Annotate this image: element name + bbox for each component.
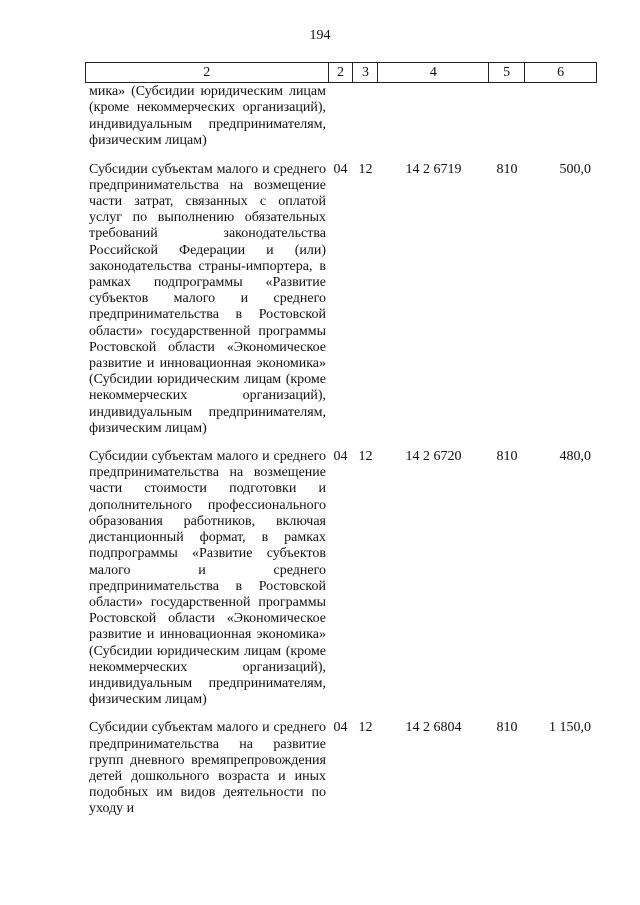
row-vr: 810 <box>496 720 518 736</box>
row-csr: 14 2 6804 <box>405 720 462 736</box>
row-description: мика» (Субсидии юридическим лицам (кроме некоммерческих организаций), индивидуальным предпринимателям, физическим лицам) <box>89 84 326 149</box>
header-col-2: 2 <box>86 63 329 82</box>
row-rz: 04 <box>333 449 348 465</box>
row-rz: 04 <box>333 720 348 736</box>
row-description: Субсидии субъектам малого и среднего предпринимательства на развитие групп дневного времяпрепровождения детей дошкольного возраста и иных подобных им видов деятельности по уходу и <box>89 720 326 817</box>
row-pr: 12 <box>358 449 373 465</box>
row-sum: 1 150,0 <box>549 720 591 736</box>
header-col-3: 3 <box>353 63 378 82</box>
header-col-5: 5 <box>489 63 525 82</box>
header-col-4: 4 <box>378 63 489 82</box>
table-row <box>85 162 597 437</box>
table-row-continuation <box>85 84 597 150</box>
row-description: Субсидии субъектам малого и среднего предпринимательства на возмещение части стоимости подготовки и дополнительного профессионального образования работников, включая дистанционный формат, в рамках подпрограммы «Развитие субъектов малого и среднего предпринимательства в Ростовской области» государственной программы Ростовской области «Экономическое развитие и инновационная экономика» (Субсидии юридическим лицам (кроме некоммерческих организаций), индивидуальным предпринимателям, физическим лицам) <box>89 449 326 708</box>
row-vr: 810 <box>496 449 518 465</box>
row-csr: 14 2 6720 <box>405 449 462 465</box>
table-row <box>85 720 597 817</box>
header-col-6: 6 <box>525 63 597 82</box>
header-col-2b: 2 <box>329 63 354 82</box>
table-header <box>85 62 597 83</box>
row-vr: 810 <box>496 161 518 177</box>
row-csr: 14 2 6719 <box>405 161 462 177</box>
page-number: 194 <box>309 28 331 43</box>
budget-table <box>85 62 597 830</box>
row-pr: 12 <box>358 720 373 736</box>
row-sum: 500,0 <box>559 161 591 177</box>
row-sum: 480,0 <box>559 449 591 465</box>
row-rz: 04 <box>333 161 348 177</box>
table-row <box>85 449 597 708</box>
row-description: Субсидии субъектам малого и среднего предпринимательства на возмещение части затрат, связанных с оплатой услуг по выполнению обязательных требований законодательства Российской Федерации и (или) законодательства страны-импортера, в рамках подпрограммы «Развитие субъектов малого и среднего предпринимательства в Ростовской области» государственной программы Ростовской области «Экономическое развитие и инновационная экономика» (Субсидии юридическим лицам (кроме некоммерческих организаций), индивидуальным предпринимателям, физическим лицам) <box>89 161 326 436</box>
row-pr: 12 <box>358 161 373 177</box>
